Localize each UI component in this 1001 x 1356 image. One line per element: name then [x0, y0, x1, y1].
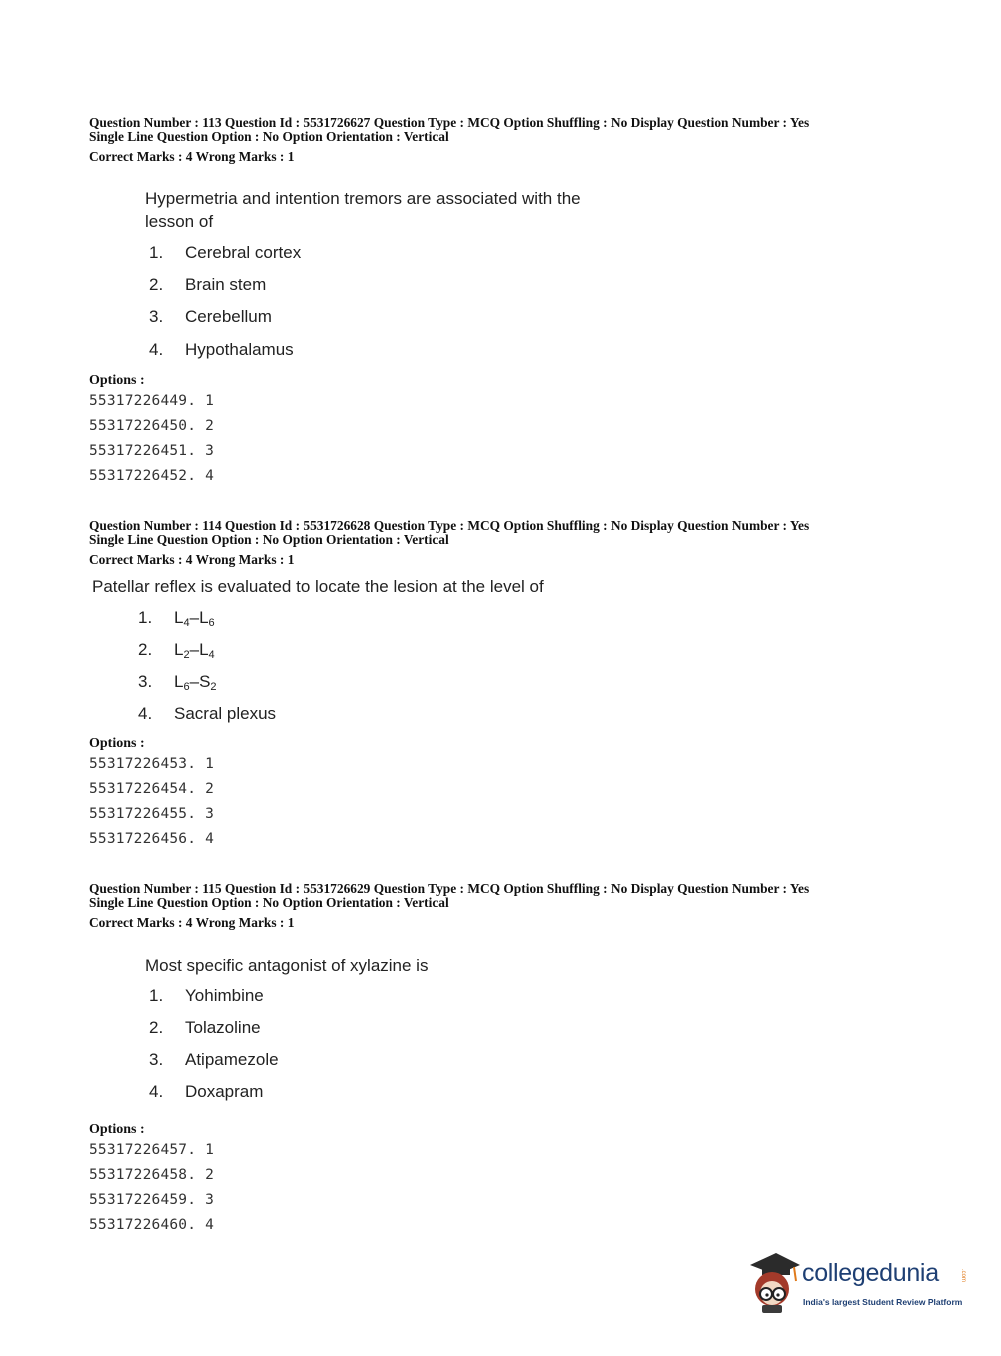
option-id: 55317226450. 2 — [89, 418, 215, 434]
question-marks: Correct Marks : 4 Wrong Marks : 1 — [89, 149, 295, 164]
option-id: 55317226458. 2 — [89, 1167, 215, 1183]
option-id: 55317226456. 4 — [89, 831, 215, 847]
options-label: Options : — [89, 373, 145, 388]
option-id: 55317226449. 1 — [89, 393, 215, 409]
choice-text: $L_6-S_2$ — [174, 672, 217, 693]
question-meta-line2: Single Line Question Option : No Option Orientation : Vertical — [89, 129, 449, 144]
option-id: 55317226452. 4 — [89, 468, 215, 484]
question-marks: Correct Marks : 4 Wrong Marks : 1 — [89, 552, 295, 567]
choice-number: 3. — [149, 1050, 164, 1069]
choice-number: 1. — [149, 986, 164, 1005]
brand-tagline: India's largest Student Review Platform — [803, 1297, 963, 1307]
option-id: 55317226453. 1 — [89, 756, 215, 772]
question-marks: Correct Marks : 4 Wrong Marks : 1 — [89, 915, 295, 930]
question-text — [92, 575, 544, 598]
choice-text: Cerebral cortex — [185, 243, 302, 262]
choice-item — [149, 1082, 263, 1102]
choice-number: 1. — [149, 243, 164, 262]
choice-text: $L_2-L_4$ — [174, 640, 215, 661]
question-meta-line1: Question Number : 113 Question Id : 5531726627 Question Type : MCQ Option Shuffling : No Display Question Number : Yes — [89, 115, 810, 130]
choice-item — [138, 608, 215, 629]
choice-text: Atipamezole — [185, 1050, 279, 1069]
choice-item — [149, 275, 266, 295]
choice-item — [149, 1050, 279, 1070]
choice-number: 4. — [149, 1082, 164, 1101]
question-meta-line2: Single Line Question Option : No Option Orientation : Vertical — [89, 532, 449, 547]
brand-name: collegedunia — [802, 1259, 939, 1287]
question-text — [145, 187, 581, 233]
choice-number: 4. — [138, 704, 153, 723]
question-meta-line1: Question Number : 115 Question Id : 5531726629 Question Type : MCQ Option Shuffling : No Display Question Number : Yes — [89, 881, 810, 896]
question-text-line2: lesson of — [145, 212, 214, 231]
option-id: 55317226454. 2 — [89, 781, 215, 797]
choice-number: 2. — [149, 275, 164, 294]
question-text — [145, 954, 428, 977]
choice-text: Doxapram — [185, 1082, 264, 1101]
options-label: Options : — [89, 1122, 145, 1137]
choice-text: Hypothalamus — [185, 340, 294, 359]
option-id: 55317226457. 1 — [89, 1142, 215, 1158]
choice-text: Cerebellum — [185, 307, 272, 326]
choice-number: 4. — [149, 340, 164, 359]
choice-item — [149, 340, 294, 360]
brand-com: .com — [960, 1269, 966, 1283]
choice-number: 2. — [149, 1018, 164, 1037]
choice-number: 3. — [138, 672, 153, 691]
choice-number: 3. — [149, 307, 164, 326]
choice-item — [149, 986, 264, 1006]
question-text-line1: Hypermetria and intention tremors are associated with the — [145, 189, 581, 208]
question-text-line1: Patellar reflex is evaluated to locate the lesion at the level of — [92, 577, 544, 596]
choice-text: Sacral plexus — [174, 704, 277, 723]
choice-item — [138, 704, 276, 724]
choice-text: Tolazoline — [185, 1018, 261, 1037]
choice-item — [149, 243, 301, 263]
question-meta-line2: Single Line Question Option : No Option Orientation : Vertical — [89, 895, 449, 910]
question-text-line1: Most specific antagonist of xylazine is — [145, 956, 429, 975]
choice-item — [149, 1018, 261, 1038]
choice-number: 2. — [138, 640, 153, 659]
choice-text: Brain stem — [185, 275, 267, 294]
choice-number: 1. — [138, 608, 153, 627]
mascot-icon — [742, 1247, 802, 1317]
option-id: 55317226459. 3 — [89, 1192, 215, 1208]
choice-item — [149, 307, 272, 327]
choice-text: Yohimbine — [185, 986, 264, 1005]
option-id: 55317226455. 3 — [89, 806, 215, 822]
choice-item — [138, 640, 215, 661]
choice-item — [138, 672, 217, 693]
choice-text: $L_4-L_6$ — [174, 608, 215, 629]
options-label: Options : — [89, 736, 145, 751]
option-id: 55317226460. 4 — [89, 1217, 215, 1233]
option-id: 55317226451. 3 — [89, 443, 215, 459]
question-meta-line1: Question Number : 114 Question Id : 5531726628 Question Type : MCQ Option Shuffling : No Display Question Number : Yes — [89, 518, 810, 533]
collegedunia-logo[interactable] — [742, 1247, 972, 1317]
